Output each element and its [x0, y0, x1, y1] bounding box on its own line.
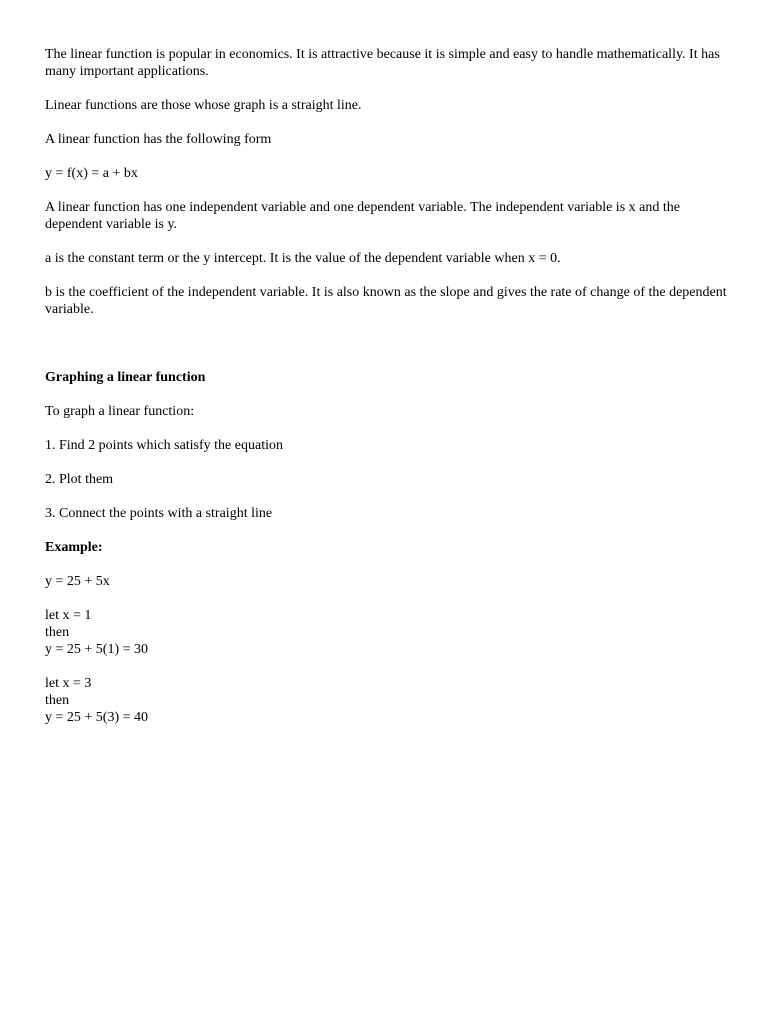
paragraph-constant-term: a is the constant term or the y intercept. It is the value of the dependent variable when x = 0. — [45, 251, 561, 266]
document-page — [45, 46, 735, 743]
example-2-let: let x = 3 — [45, 676, 92, 691]
example-1-result: y = 25 + 5(1) = 30 — [45, 642, 149, 657]
example-heading: Example: — [45, 540, 103, 555]
section-heading: Graphing a linear function — [45, 370, 206, 385]
example-block-2 — [45, 675, 735, 726]
paragraph-variables: A linear function has one independent variable and one dependent variable. The independent variable is x and the dependent variable is y. — [45, 200, 680, 232]
step-1: 1. Find 2 points which satisfy the equation — [45, 438, 283, 453]
example-1-let: let x = 1 — [45, 608, 92, 623]
example-2-then: then — [45, 693, 70, 708]
example-2-result: y = 25 + 5(3) = 40 — [45, 710, 149, 725]
step-2: 2. Plot them — [45, 472, 114, 487]
example-1-then: then — [45, 625, 70, 640]
step-3: 3. Connect the points with a straight line — [45, 506, 273, 521]
graphing-intro: To graph a linear function: — [45, 404, 195, 419]
example-block-1 — [45, 607, 735, 658]
paragraph-coefficient: b is the coefficient of the independent variable. It is also known as the slope and gives the rate of change of the dependent variable. — [45, 285, 727, 317]
paragraph-definition: Linear functions are those whose graph is a straight line. — [45, 98, 362, 113]
paragraph-form-intro: A linear function has the following form — [45, 132, 272, 147]
example-equation: y = 25 + 5x — [45, 574, 110, 589]
paragraph-intro: The linear function is popular in economics. It is attractive because it is simple and easy to handle mathematically. It has many important applications. — [45, 47, 720, 79]
formula-general: y = f(x) = a + bx — [45, 166, 138, 181]
